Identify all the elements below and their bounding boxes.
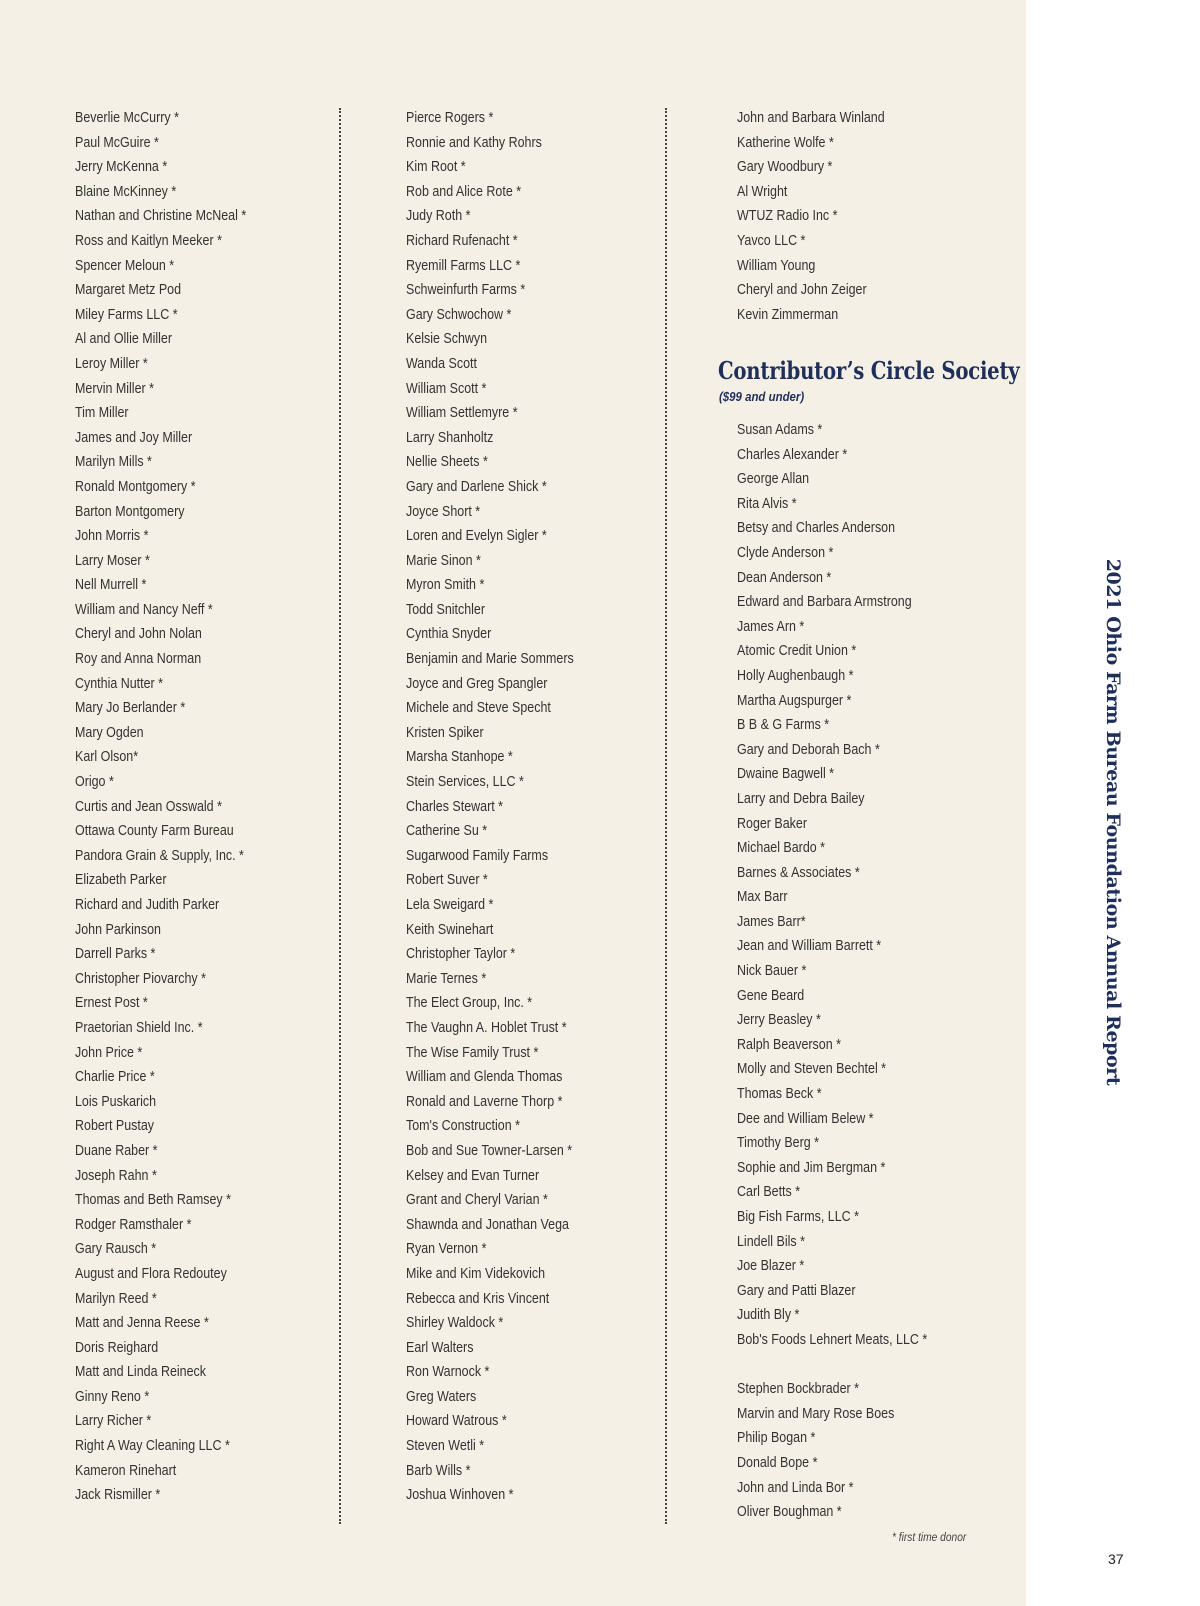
donor-name: Charlie Price * <box>75 1069 155 1086</box>
donor-name: Charles Alexander * <box>737 446 848 463</box>
donor-name: Shawnda and Jonathan Vega <box>406 1216 569 1233</box>
donor-name: Rodger Ramsthaler * <box>75 1216 192 1233</box>
donor-column-3 <box>737 106 885 327</box>
donor-name: Judy Roth * <box>406 208 471 225</box>
footnote: * first time donor <box>892 1530 967 1544</box>
donor-name: Bob and Sue Towner-Larsen * <box>406 1142 573 1159</box>
donor-name: Jack Rismiller * <box>75 1487 161 1504</box>
donor-name: Earl Walters <box>406 1339 474 1356</box>
donor-name: Kameron Rinehart <box>75 1462 177 1479</box>
donor-name: Praetorian Shield Inc. * <box>75 1019 203 1036</box>
donor-name: Charles Stewart * <box>406 798 504 815</box>
donor-name: Joyce Short * <box>406 503 481 520</box>
donor-name: Leroy Miller * <box>75 355 148 372</box>
donor-name: Ryan Vernon * <box>406 1241 487 1258</box>
donor-name: Howard Watrous * <box>406 1413 507 1430</box>
section-subtitle: ($99 and under) <box>719 389 805 404</box>
donor-name: Lindell Bils * <box>737 1233 805 1250</box>
donor-name: Joe Blazer * <box>737 1258 805 1275</box>
donor-name: Holly Aughenbaugh * <box>737 667 854 684</box>
donor-name: Rebecca and Kris Vincent <box>406 1290 550 1307</box>
donor-name: Nellie Sheets * <box>406 454 488 471</box>
donor-name: Spencer Meloun * <box>75 257 175 274</box>
donor-name: Kevin Zimmerman <box>737 306 839 323</box>
donor-name: Christopher Piovarchy * <box>75 970 207 987</box>
donor-name: Gary Woodbury * <box>737 159 833 176</box>
donor-name: August and Flora Redoutey <box>75 1265 227 1282</box>
donor-name: William Settlemyre * <box>406 405 518 422</box>
donor-name: Michael Bardo * <box>737 840 826 857</box>
dotted-divider <box>339 108 341 1524</box>
donor-name: James Barr* <box>737 913 806 930</box>
donor-name: George Allan <box>737 471 810 488</box>
donor-name: Pierce Rogers * <box>406 110 494 126</box>
donor-name: Doris Reighard <box>75 1339 159 1356</box>
donor-name: Susan Adams * <box>737 422 823 438</box>
list-spacer <box>737 1353 927 1378</box>
donor-name: Right A Way Cleaning LLC * <box>75 1438 230 1455</box>
donor-name: Ottawa County Farm Bureau <box>75 823 234 840</box>
donor-name: Marie Ternes * <box>406 970 487 987</box>
donor-name: Richard and Judith Parker <box>75 897 220 913</box>
donor-name: Atomic Credit Union * <box>737 643 857 660</box>
donor-name: Bob's Foods Lehnert Meats, LLC * <box>737 1331 928 1348</box>
donor-name: Max Barr <box>737 889 788 906</box>
donor-name: Ralph Beaverson * <box>737 1036 841 1053</box>
donor-name: John and Linda Bor * <box>737 1479 854 1496</box>
donor-name: Keith Swinehart <box>406 921 494 938</box>
donor-name: Lela Sweigard * <box>406 897 494 913</box>
donor-name: Martha Augspurger * <box>737 692 852 709</box>
donor-name: Barnes & Associates * <box>737 864 860 881</box>
section-title: Contributor’s Circle Society <box>718 356 1020 385</box>
donor-name: Todd Snitchler <box>406 601 486 618</box>
donor-name: Steven Wetli * <box>406 1438 485 1455</box>
donor-name: Robert Pustay <box>75 1118 155 1135</box>
donor-name: Kelsie Schwyn <box>406 331 488 348</box>
donor-name: Joyce and Greg Spangler <box>406 675 548 692</box>
donor-name: John Morris * <box>75 528 149 545</box>
donor-name: Shirley Waldock * <box>406 1315 504 1332</box>
donor-name: Gary Rausch * <box>75 1241 157 1258</box>
donor-name: Wanda Scott <box>406 355 477 372</box>
donor-name: Tim Miller <box>75 405 129 422</box>
donor-name: Marilyn Reed * <box>75 1290 157 1307</box>
donor-name: Cynthia Snyder <box>406 626 492 643</box>
donor-name: Philip Bogan * <box>737 1430 816 1447</box>
donor-name: Paul McGuire * <box>75 134 159 151</box>
donor-name: Rob and Alice Rote * <box>406 183 522 200</box>
donor-name: Richard Rufenacht * <box>406 232 518 249</box>
donor-name: Larry Shanholtz <box>406 429 494 446</box>
donor-name: B B & G Farms * <box>737 717 830 734</box>
donor-name: Edward and Barbara Armstrong <box>737 594 912 611</box>
donor-name: Matt and Linda Reineck <box>75 1364 207 1381</box>
donor-name: Myron Smith * <box>406 577 485 594</box>
dotted-divider <box>665 108 667 1524</box>
donor-name: Schweinfurth Farms * <box>406 282 526 299</box>
donor-name: John Price * <box>75 1044 143 1061</box>
donor-name: Al Wright <box>737 183 788 200</box>
donor-name: Jean and William Barrett * <box>737 938 882 955</box>
donor-name: Origo * <box>75 774 114 791</box>
donor-name: Marvin and Mary Rose Boes <box>737 1405 895 1422</box>
donor-name: Timothy Berg * <box>737 1135 820 1152</box>
donor-name: Nathan and Christine McNeal * <box>75 208 247 225</box>
donor-name: Nick Bauer * <box>737 963 807 980</box>
donor-name: Lois Puskarich <box>75 1093 157 1110</box>
donor-name: Barton Montgomery <box>75 503 185 520</box>
donor-name: Al and Ollie Miller <box>75 331 173 348</box>
donor-name: Oliver Boughman * <box>737 1504 842 1521</box>
donor-name: Nell Murrell * <box>75 577 147 594</box>
donor-name: Duane Raber * <box>75 1142 158 1159</box>
donor-name: Ross and Kaitlyn Meeker * <box>75 232 222 249</box>
donor-name: Larry Richer * <box>75 1413 152 1430</box>
donor-name: Darrell Parks * <box>75 946 156 963</box>
donor-name: Greg Waters <box>406 1388 477 1405</box>
donor-name: Stephen Bockbrader * <box>737 1381 860 1398</box>
donor-name: Robert Suver * <box>406 872 488 889</box>
contributors-circle-list <box>737 418 927 1525</box>
donor-name: Gary Schwochow * <box>406 306 512 323</box>
donor-column-1 <box>75 106 246 1508</box>
donor-name: Marie Sinon * <box>406 552 481 569</box>
donor-name: William and Glenda Thomas <box>406 1069 563 1086</box>
donor-name: William Young <box>737 257 816 274</box>
donor-name: Ryemill Farms LLC * <box>406 257 521 274</box>
donor-name: Sugarwood Family Farms <box>406 847 549 864</box>
donor-name: Ronald and Laverne Thorp * <box>406 1093 563 1110</box>
donor-name: The Vaughn A. Hoblet Trust * <box>406 1019 567 1036</box>
donor-name: Ernest Post * <box>75 995 148 1012</box>
donor-name: Gene Beard <box>737 987 805 1004</box>
donor-name: Cheryl and John Nolan <box>75 626 202 643</box>
donor-name: Stein Services, LLC * <box>406 774 524 791</box>
donor-name: Matt and Jenna Reese * <box>75 1315 209 1332</box>
donor-name: Sophie and Jim Bergman * <box>737 1159 886 1176</box>
donor-name: Loren and Evelyn Sigler * <box>406 528 547 545</box>
donor-name: Joseph Rahn * <box>75 1167 157 1184</box>
donor-name: Gary and Deborah Bach * <box>737 741 880 758</box>
donor-name: Kelsey and Evan Turner <box>406 1167 540 1184</box>
donor-name: Elizabeth Parker <box>75 872 167 889</box>
donor-name: Judith Bly * <box>737 1307 800 1324</box>
donor-name: Larry and Debra Bailey <box>737 790 865 807</box>
donor-name: The Wise Family Trust * <box>406 1044 539 1061</box>
donor-name: Ginny Reno * <box>75 1388 150 1405</box>
donor-name: Mary Jo Berlander * <box>75 700 186 717</box>
donor-column-2 <box>406 106 574 1508</box>
donor-name: Thomas Beck * <box>737 1086 822 1103</box>
donor-name: The Elect Group, Inc. * <box>406 995 533 1012</box>
donor-name: Ron Warnock * <box>406 1364 490 1381</box>
donor-name: Catherine Su * <box>406 823 488 840</box>
donor-name: James and Joy Miller <box>75 429 193 446</box>
donor-name: Ronnie and Kathy Rohrs <box>406 134 542 151</box>
donor-name: Kristen Spiker <box>406 724 484 741</box>
donor-name: Beverlie McCurry * <box>75 110 179 126</box>
donor-name: Mike and Kim Videkovich <box>406 1265 546 1282</box>
donor-name: Miley Farms LLC * <box>75 306 178 323</box>
donor-name: Mary Ogden <box>75 724 144 741</box>
donor-name: William Scott * <box>406 380 487 397</box>
donor-name: Jerry McKenna * <box>75 159 168 176</box>
donor-name: Roger Baker <box>737 815 808 832</box>
page-number: 37 <box>1108 1551 1124 1567</box>
donor-name: Ronald Montgomery * <box>75 478 196 495</box>
donor-name: Larry Moser * <box>75 552 150 569</box>
donor-name: Grant and Cheryl Varian * <box>406 1192 548 1209</box>
donor-name: Rita Alvis * <box>737 495 797 512</box>
donor-name: Gary and Darlene Shick * <box>406 478 547 495</box>
donor-name: John Parkinson <box>75 921 161 938</box>
donor-name: Marilyn Mills * <box>75 454 152 471</box>
donor-name: Tom's Construction * <box>406 1118 520 1135</box>
donor-name: Katherine Wolfe * <box>737 134 834 151</box>
donor-name: James Arn * <box>737 618 805 635</box>
donor-name: Benjamin and Marie Sommers <box>406 651 574 668</box>
donor-name: Yavco LLC * <box>737 232 806 249</box>
donor-name: Donald Bope * <box>737 1454 818 1471</box>
donor-name: Joshua Winhoven * <box>406 1487 514 1504</box>
donor-name: Mervin Miller * <box>75 380 154 397</box>
donor-name: John and Barbara Winland <box>737 110 885 126</box>
donor-name: Jerry Beasley * <box>737 1012 821 1029</box>
donor-name: Molly and Steven Bechtel * <box>737 1061 887 1078</box>
donor-name: Dwaine Bagwell * <box>737 766 835 783</box>
donor-name: Dee and William Belew * <box>737 1110 874 1127</box>
donor-name: Christopher Taylor * <box>406 946 516 963</box>
donor-name: Gary and Patti Blazer <box>737 1282 856 1299</box>
donor-name: Curtis and Jean Osswald * <box>75 798 222 815</box>
donor-name: Thomas and Beth Ramsey * <box>75 1192 231 1209</box>
donor-name: Barb Wills * <box>406 1462 471 1479</box>
donor-name: Cheryl and John Zeiger <box>737 282 867 299</box>
donor-name: Pandora Grain & Supply, Inc. * <box>75 847 244 864</box>
donor-name: Cynthia Nutter * <box>75 675 164 692</box>
donor-name: Marsha Stanhope * <box>406 749 513 766</box>
side-report-title: 2021 Ohio Farm Bureau Foundation Annual Report <box>1102 558 1124 1086</box>
donor-name: Karl Olson* <box>75 749 139 766</box>
donor-name: Kim Root * <box>406 159 466 176</box>
donor-name: Margaret Metz Pod <box>75 282 182 299</box>
donor-name: Betsy and Charles Anderson <box>737 520 896 537</box>
donor-name: William and Nancy Neff * <box>75 601 213 618</box>
donor-name: Roy and Anna Norman <box>75 651 202 668</box>
donor-name: WTUZ Radio Inc * <box>737 208 838 225</box>
donor-name: Carl Betts * <box>737 1184 801 1201</box>
donor-name: Michele and Steve Specht <box>406 700 551 717</box>
donor-name: Clyde Anderson * <box>737 544 834 561</box>
donor-name: Dean Anderson * <box>737 569 832 586</box>
donor-name: Big Fish Farms, LLC * <box>737 1209 859 1225</box>
donor-name: Blaine McKinney * <box>75 183 177 200</box>
